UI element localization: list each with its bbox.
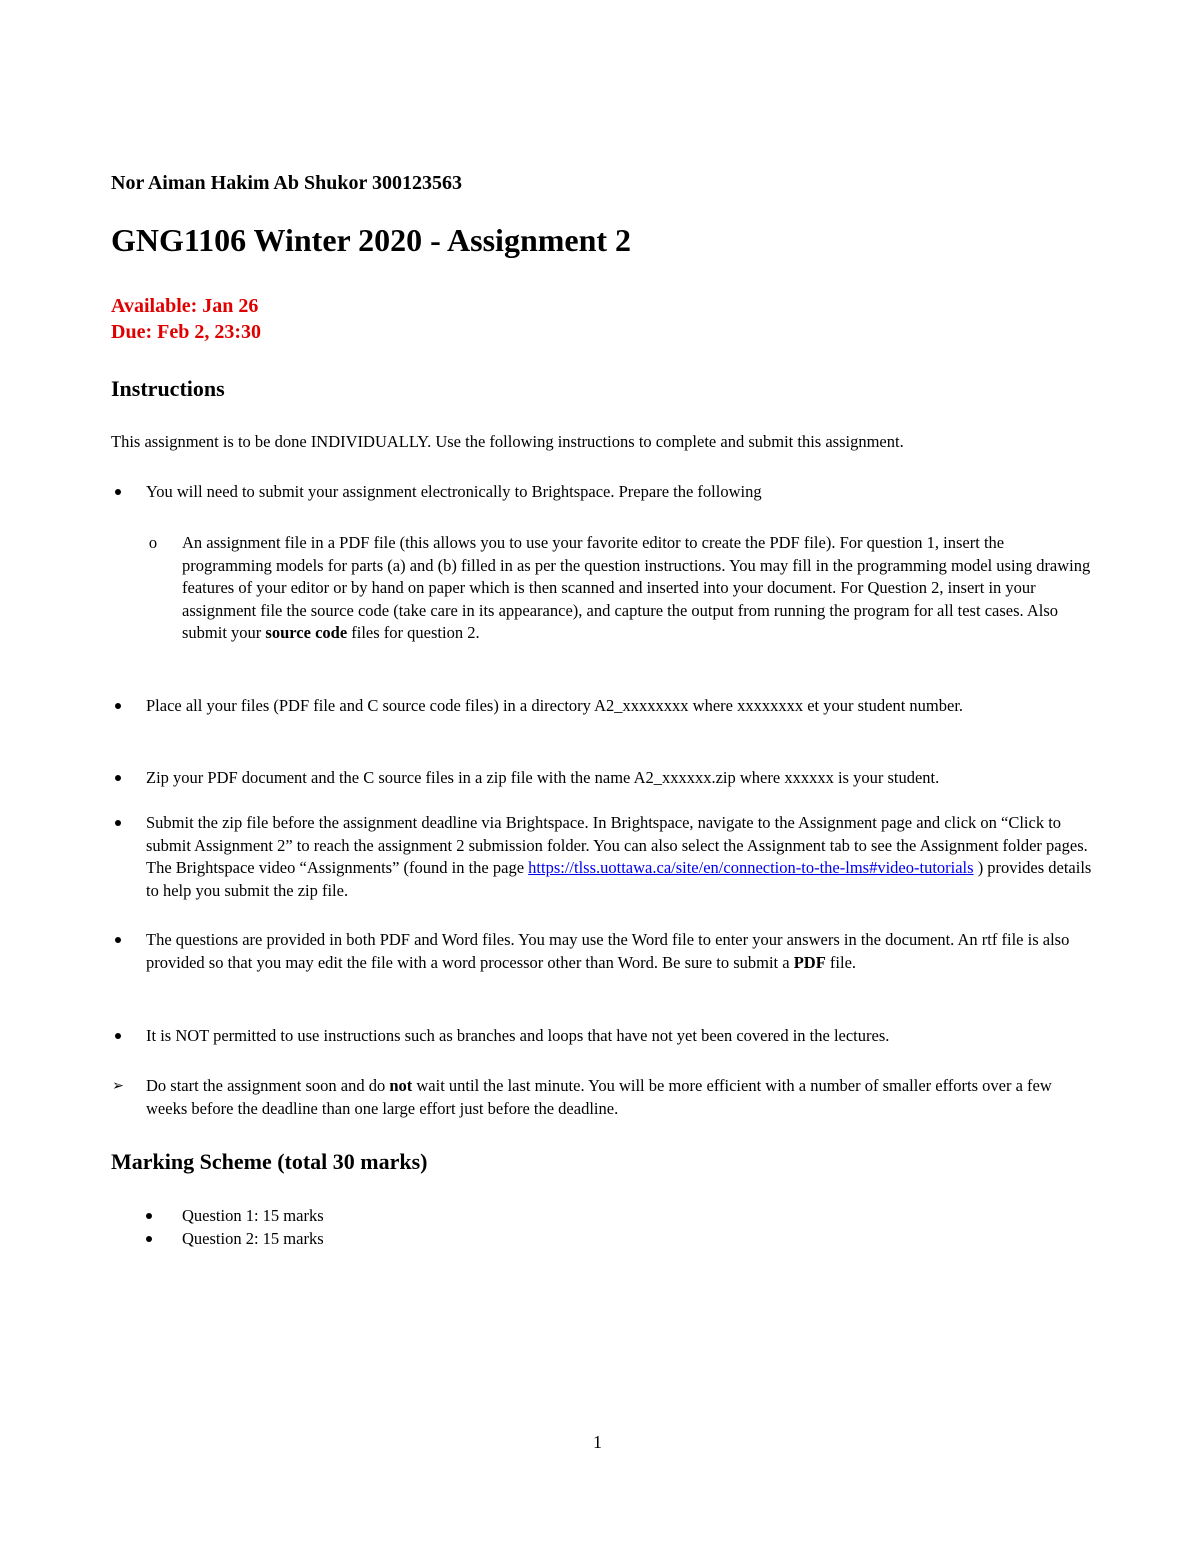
bullet-dot-icon xyxy=(111,767,125,790)
bullet-text-not-permitted: It is NOT permitted to use instructions such as branches and loops that have not yet been covered in the lectures. xyxy=(146,1026,890,1045)
bullet-text-word-files xyxy=(146,929,1096,974)
marking-item-question-1: Question 1: 15 marks xyxy=(182,1206,324,1225)
bullet-dot-icon xyxy=(111,1025,125,1048)
author-line: Nor Aiman Hakim Ab Shukor 300123563 xyxy=(111,172,463,194)
source-code-bold: source code xyxy=(265,623,348,642)
bullet-text-zip-files: Zip your PDF document and the C source files in a zip file with the name A2_xxxxxx.zip where xxxxxx is your student. xyxy=(146,768,940,787)
bullet-text-start-soon xyxy=(146,1075,1096,1120)
bullet-text-part2: wait until the last minute. You will be more efficient with a number of smaller efforts over a few weeks before the deadline than one large effort just before the deadline. xyxy=(146,1076,1052,1118)
bullet-dot-icon xyxy=(111,929,125,952)
sub-bullet-text-part1: An assignment file in a PDF file (this allows you to use your favorite editor to create the PDF file). For question 1, insert the programming models for parts (a) and (b) filled in as per the question instructions. You may fill in the programming model using drawing features of your editor or by hand on paper which is then scanned and inserted into your document. For Question 2, insert in your assignment file the source code (take care in its appearance), and capture the output from running the program for all test cases. Also submit your xyxy=(182,533,1091,642)
sub-bullet-o-icon: o xyxy=(148,533,158,552)
marking-item-question-2: Question 2: 15 marks xyxy=(182,1229,324,1248)
bullet-dot-icon xyxy=(111,812,125,835)
bullet-dot-icon xyxy=(111,481,125,504)
available-date: Available: Jan 26 xyxy=(111,295,259,317)
bullet-dot-icon xyxy=(111,695,125,718)
page-number: 1 xyxy=(593,1432,602,1452)
instructions-heading: Instructions xyxy=(111,376,225,401)
not-bold: not xyxy=(389,1076,413,1095)
due-date: Due: Feb 2, 23:30 xyxy=(111,321,261,343)
instructions-intro: This assignment is to be done INDIVIDUALLY. Use the following instructions to complete and submit this assignment. xyxy=(111,432,904,451)
marking-scheme-heading: Marking Scheme (total 30 marks) xyxy=(111,1149,428,1174)
sub-bullet-text-part2: files for question 2. xyxy=(347,623,480,642)
bullet-text-part1: Submit the zip file before the assignment deadline via Brightspace. In Brightspace, navigate to the Assignment page and click on “Click to submit Assignment 2” to reach the assignment 2 submission folder. You can also select the Assignment tab to see the Assignment folder pages. The Brightspace video “Assignments” (found in the page xyxy=(146,813,1088,877)
bullet-text-part2: ) provides details to help you submit the zip file. xyxy=(146,858,1092,900)
sub-bullet-text-assignment-file xyxy=(182,532,1097,645)
document-title: GNG1106 Winter 2020 - Assignment 2 xyxy=(111,222,632,258)
tutorial-link[interactable]: https://tlss.uottawa.ca/site/en/connection-to-the-lms#video-tutorials xyxy=(528,858,974,877)
bullet-text-part1: The questions are provided in both PDF and Word files. You may use the Word file to enter your answers in the document. An rtf file is also provided so that you may edit the file with a word processor other than Word. Be sure to submit a xyxy=(146,930,1070,972)
bullet-text-submit-zip xyxy=(146,812,1096,902)
bullet-text-submit-electronically: You will need to submit your assignment electronically to Brightspace. Prepare the following xyxy=(146,482,762,501)
bullet-text-part1: Do start the assignment soon and do xyxy=(146,1076,390,1095)
arrow-bullet-icon: ➢ xyxy=(112,1078,124,1094)
dates-block xyxy=(111,293,261,345)
bullet-text-part2: file. xyxy=(825,952,857,972)
pdf-bold: PDF xyxy=(793,952,826,972)
bullet-dot-icon xyxy=(146,1205,152,1227)
bullet-text-place-files: Place all your files (PDF file and C source code files) in a directory A2_xxxxxxxx where xxxxxxxx et your student number. xyxy=(146,696,964,715)
bullet-dot-icon xyxy=(146,1228,152,1250)
